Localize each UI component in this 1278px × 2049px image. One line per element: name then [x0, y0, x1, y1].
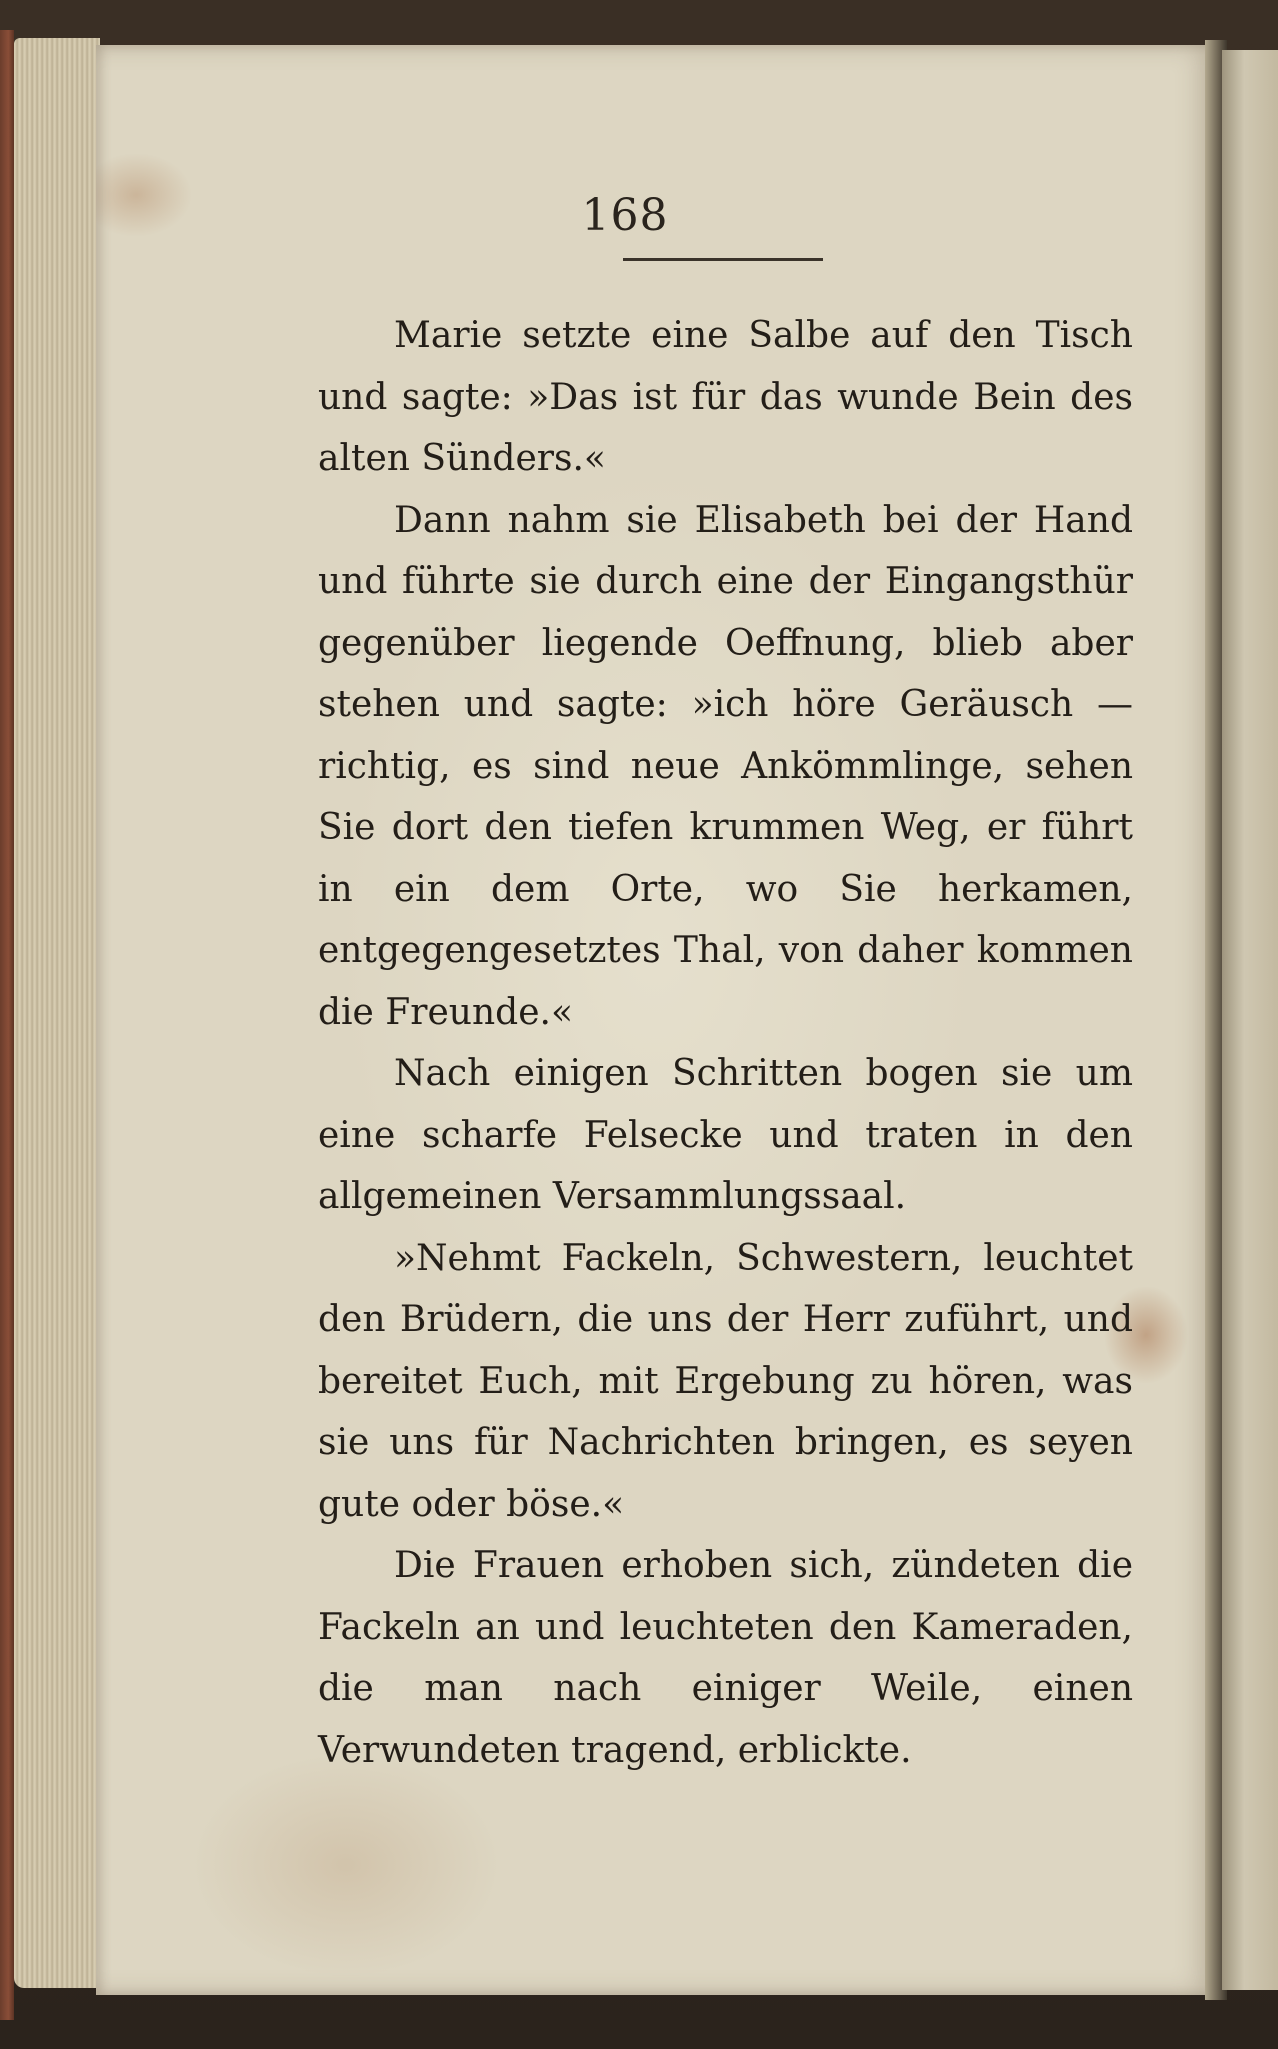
header-rule — [623, 258, 823, 261]
page-edges-stack — [14, 38, 100, 1988]
book-cover-edge — [0, 30, 14, 2020]
facing-page-sliver — [1222, 50, 1278, 1990]
paragraph-4: »Nehmt Fackeln, Schwestern, leuchtet den Brüdern, die uns der Herr zuführt, und bereitet Euch, mit Ergebung zu hören, was sie uns für Nachrichten bringen, es seyen gute oder böse.« — [318, 1237, 1133, 1525]
paragraph-5: Die Frauen erhoben sich, zündeten die Fackeln an und leuchteten den Kameraden, die man nach einiger Weile, einen Verwundeten tragend, erblickte. — [318, 1545, 1133, 1771]
paragraph-2: Dann nahm sie Elisabeth bei der Hand und führte sie durch eine der Eingangsthür gegenüber liegende Oeffnung, blieb aber stehen und sagte: »ich höre Geräusch — richtig, es sind neue Ankömmlinge, sehen Sie dort den tiefen krummen Weg, er führt in ein dem Orte, wo Sie herkamen, entgegengesetztes Thal, von daher kommen die Freunde.« — [318, 499, 1133, 1033]
page-body-text — [318, 305, 1133, 1781]
page-number: 168 — [581, 190, 669, 241]
paragraph-3: Nach einigen Schritten bogen sie um eine scharfe Felsecke und traten in den allgemeinen Versammlungssaal. — [318, 1053, 1133, 1217]
paragraph-1: Marie setzte eine Salbe auf den Tisch und sagte: »Das ist für das wunde Bein des alten Sünders.« — [318, 315, 1133, 479]
